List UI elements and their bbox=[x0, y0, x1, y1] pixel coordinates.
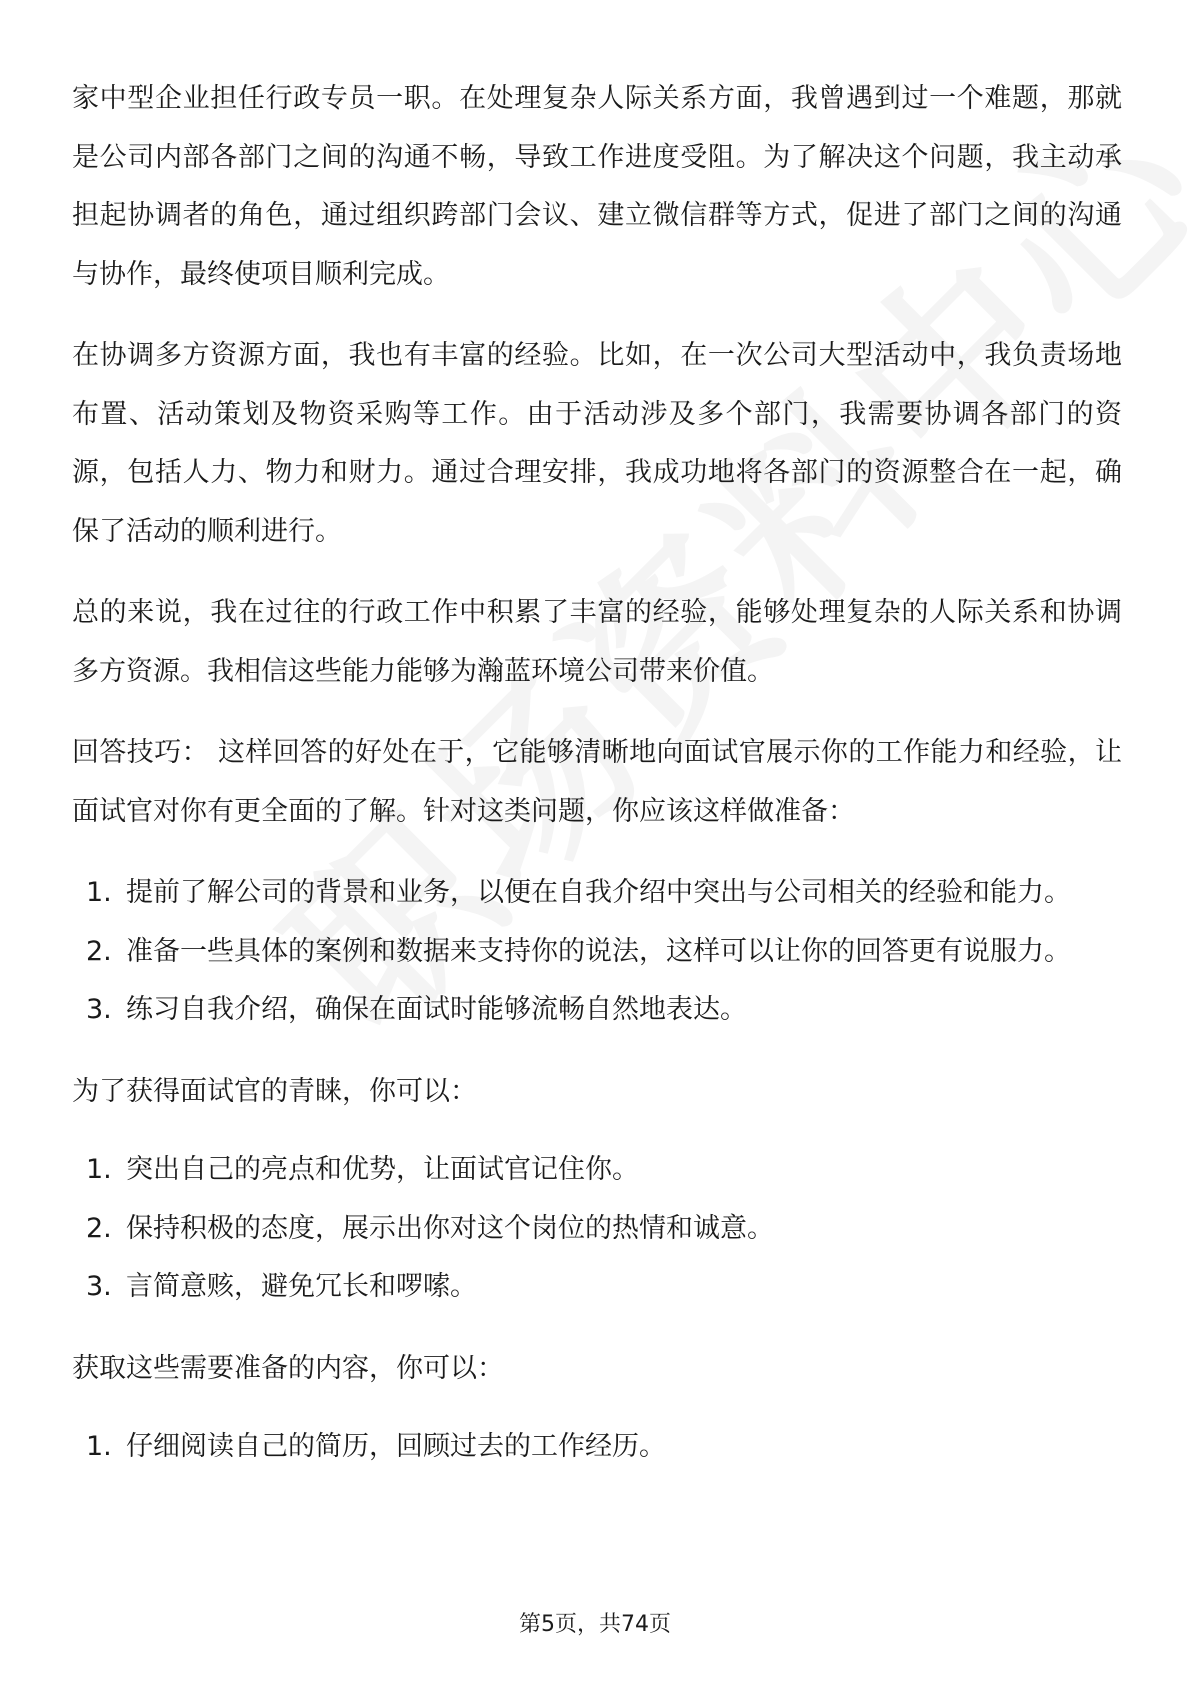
obtain-list bbox=[72, 1418, 1122, 1477]
paragraph-favor: 为了获得面试官的青睐，你可以： bbox=[72, 1075, 477, 1107]
list-number: 1. bbox=[86, 1154, 112, 1185]
paragraph-experience: 家中型企业担任行政专员一职。在处理复杂人际关系方面，我曾遇到过一个难题，那就是公司内部各部门之间的沟通不畅，导致工作进度受阻。为了解决这个问题，我主动承担起协调者的角色，通过组织跨部门会议、建立微信群等方式，促进了部门之间的沟通与协作，最终使项目顺利完成。 bbox=[72, 83, 1122, 290]
paragraph-resources: 在协调多方资源方面，我也有丰富的经验。比如，在一次公司大型活动中，我负责场地布置、活动策划及物资采购等工作。由于活动涉及多个部门，我需要协调各部门的资源，包括人力、物力和财力。通过合理安排，我成功地将各部门的资源整合在一起，确保了活动的顺利进行。 bbox=[72, 340, 1122, 547]
list-item-text: 准备一些具体的案例和数据来支持你的说法，这样可以让你的回答更有说服力。 bbox=[126, 935, 1071, 967]
list-number: 2. bbox=[86, 1212, 112, 1244]
list-number: 2. bbox=[86, 935, 112, 967]
document-body bbox=[72, 70, 1122, 1500]
list-number: 3. bbox=[86, 1271, 112, 1302]
list-number: 3. bbox=[86, 994, 112, 1025]
paragraph-answer-tips: 回答技巧： 这样回答的好处在于，它能够清晰地向面试官展示你的工作能力和经验，让面试官对你有更全面的了解。针对这类问题，你应该这样做准备： bbox=[72, 737, 1122, 827]
paragraph-obtain: 获取这些需要准备的内容，你可以： bbox=[72, 1352, 504, 1384]
list-item-text: 突出自己的亮点和优势，让面试官记住你。 bbox=[126, 1154, 639, 1185]
list-item bbox=[72, 1418, 1122, 1477]
list-item bbox=[72, 1141, 1122, 1200]
list-item bbox=[72, 981, 1122, 1040]
favor-list bbox=[72, 1141, 1122, 1317]
list-number: 1. bbox=[86, 1431, 112, 1462]
list-item-text: 言简意赅，避免冗长和啰嗦。 bbox=[126, 1271, 477, 1302]
preparation-list bbox=[72, 864, 1122, 1040]
list-item bbox=[72, 1200, 1122, 1259]
list-item-text: 练习自我介绍，确保在面试时能够流畅自然地表达。 bbox=[126, 994, 747, 1025]
list-number: 1. bbox=[86, 877, 112, 908]
list-item-text: 保持积极的态度，展示出你对这个岗位的热情和诚意。 bbox=[126, 1212, 774, 1244]
page-footer: 第5页，共74页 bbox=[519, 1612, 671, 1637]
list-item bbox=[72, 864, 1122, 923]
list-item bbox=[72, 923, 1122, 982]
list-item-text: 仔细阅读自己的简历，回顾过去的工作经历。 bbox=[126, 1431, 666, 1462]
paragraph-summary: 总的来说，我在过往的行政工作中积累了丰富的经验，能够处理复杂的人际关系和协调多方资源。我相信这些能力能够为瀚蓝环境公司带来价值。 bbox=[72, 597, 1122, 687]
list-item-text: 提前了解公司的背景和业务，以便在自我介绍中突出与公司相关的经验和能力。 bbox=[126, 877, 1071, 908]
list-item bbox=[72, 1258, 1122, 1317]
